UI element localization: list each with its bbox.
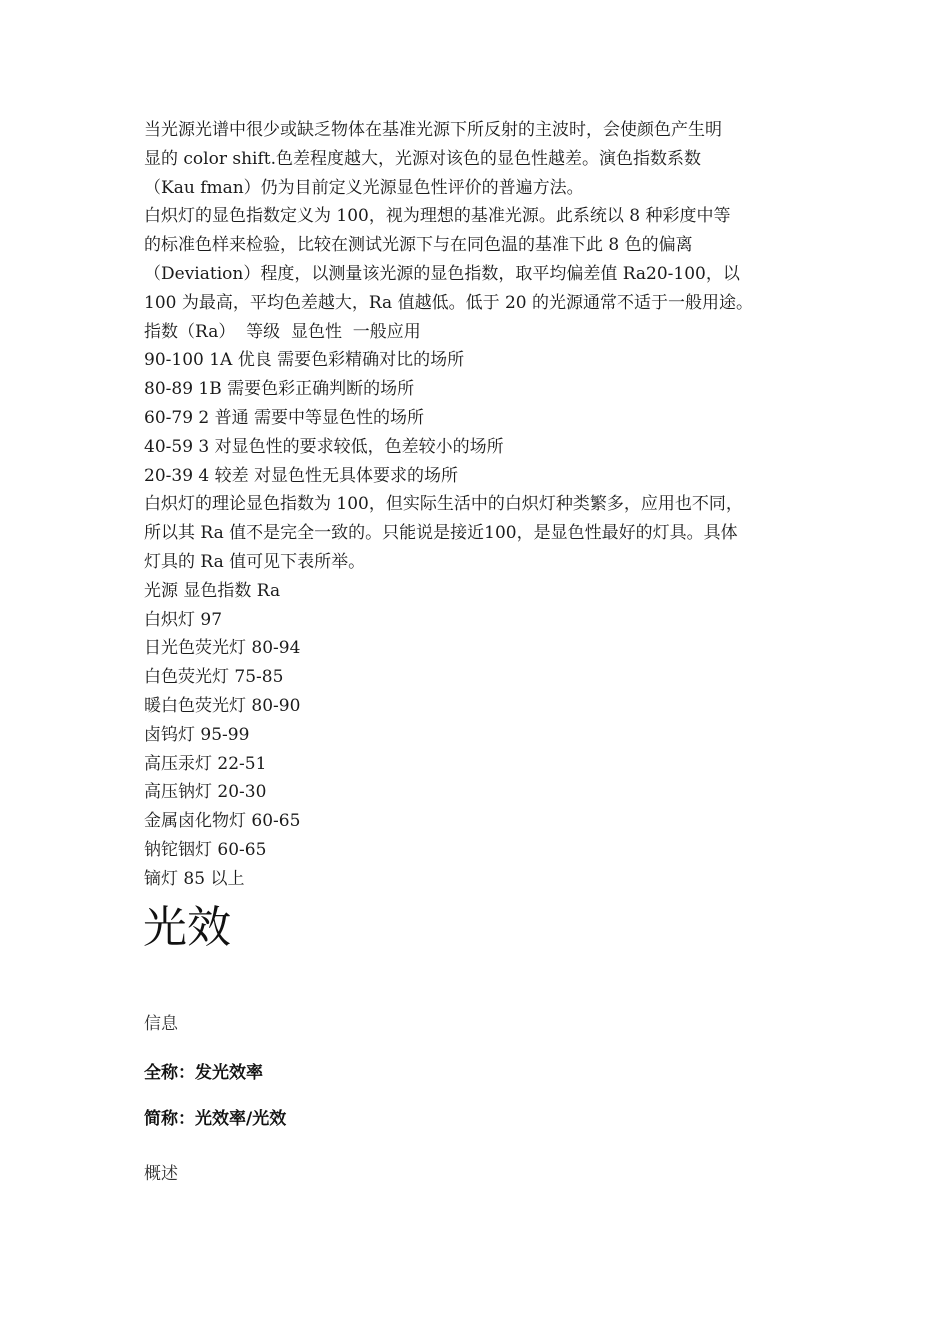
overview-label: 概述 <box>144 1164 178 1184</box>
paragraph-line: 白炽灯的理论显色指数为 100，但实际生活中的白炽灯种类繁多，应用也不同， <box>144 494 743 515</box>
table-row-line: 白炽灯 97 <box>144 609 223 630</box>
table-row-line: 60-79 2 普通 需要中等显色性的场所 <box>144 407 425 428</box>
paragraph-line: 当光源光谱中很少或缺乏物体在基准光源下所反射的主波时，会使颜色产生明 <box>144 120 722 140</box>
full-name-line: 全称：发光效率 <box>144 1063 263 1083</box>
paragraph-line: （Deviation）程度，以测量该光源的显色指数，取平均偏差值 Ra20-100，以 <box>144 263 740 284</box>
table-row-line: 金属卤化物灯 60-65 <box>144 811 301 832</box>
paragraph-line: 灯具的 Ra 值可见下表所举。 <box>144 551 366 572</box>
table-row-line: 高压钠灯 20-30 <box>144 782 267 803</box>
paragraph-line: 显的 color shift.色差程度越大，光源对该色的显色性越差。演色指数系数 <box>144 148 701 169</box>
paragraph-line: 的标准色样来检验，比较在测试光源下与在同色温的基准下此 8 色的偏离 <box>144 235 693 256</box>
paragraph-line: 100 为最高，平均色差越大，Ra 值越低。低于 20 的光源通常不适于一般用途。 <box>144 292 754 313</box>
table-row-line: 镝灯 85 以上 <box>144 868 245 889</box>
table-header-line: 光源 显色指数 Ra <box>144 580 281 601</box>
table-row-line: 20-39 4 较差 对显色性无具体要求的场所 <box>144 465 459 486</box>
table-row-line: 90-100 1A 优良 需要色彩精确对比的场所 <box>144 350 465 371</box>
paragraph-line: 所以其 Ra 值不是完全一致的。只能说是接近100，是显色性最好的灯具。具体 <box>144 523 738 544</box>
table-row-line: 暖白色荧光灯 80-90 <box>144 695 301 716</box>
table-row-line: 日光色荧光灯 80-94 <box>144 638 301 659</box>
paragraph-line: （Kau fman）仍为目前定义光源显色性评价的普遍方法。 <box>144 177 584 198</box>
table-row-line: 80-89 1B 需要色彩正确判断的场所 <box>144 379 415 400</box>
table-row-line: 40-59 3 对显色性的要求较低，色差较小的场所 <box>144 436 504 457</box>
info-label: 信息 <box>144 1014 178 1034</box>
section-heading: 光效 <box>143 902 231 953</box>
table-row-line: 卤钨灯 95-99 <box>144 724 250 745</box>
body-text <box>144 116 824 894</box>
table-row-line: 高压汞灯 22-51 <box>144 753 267 774</box>
short-name-line: 简称：光效率/光效 <box>144 1109 287 1129</box>
table-header-line: 指数（Ra） 等级 显色性 一般应用 <box>144 321 421 342</box>
table-row-line: 白色荧光灯 75-85 <box>144 667 284 688</box>
paragraph-line: 白炽灯的显色指数定义为 100，视为理想的基准光源。此系统以 8 种彩度中等 <box>144 206 731 227</box>
table-row-line: 钠铊铟灯 60-65 <box>144 839 267 860</box>
